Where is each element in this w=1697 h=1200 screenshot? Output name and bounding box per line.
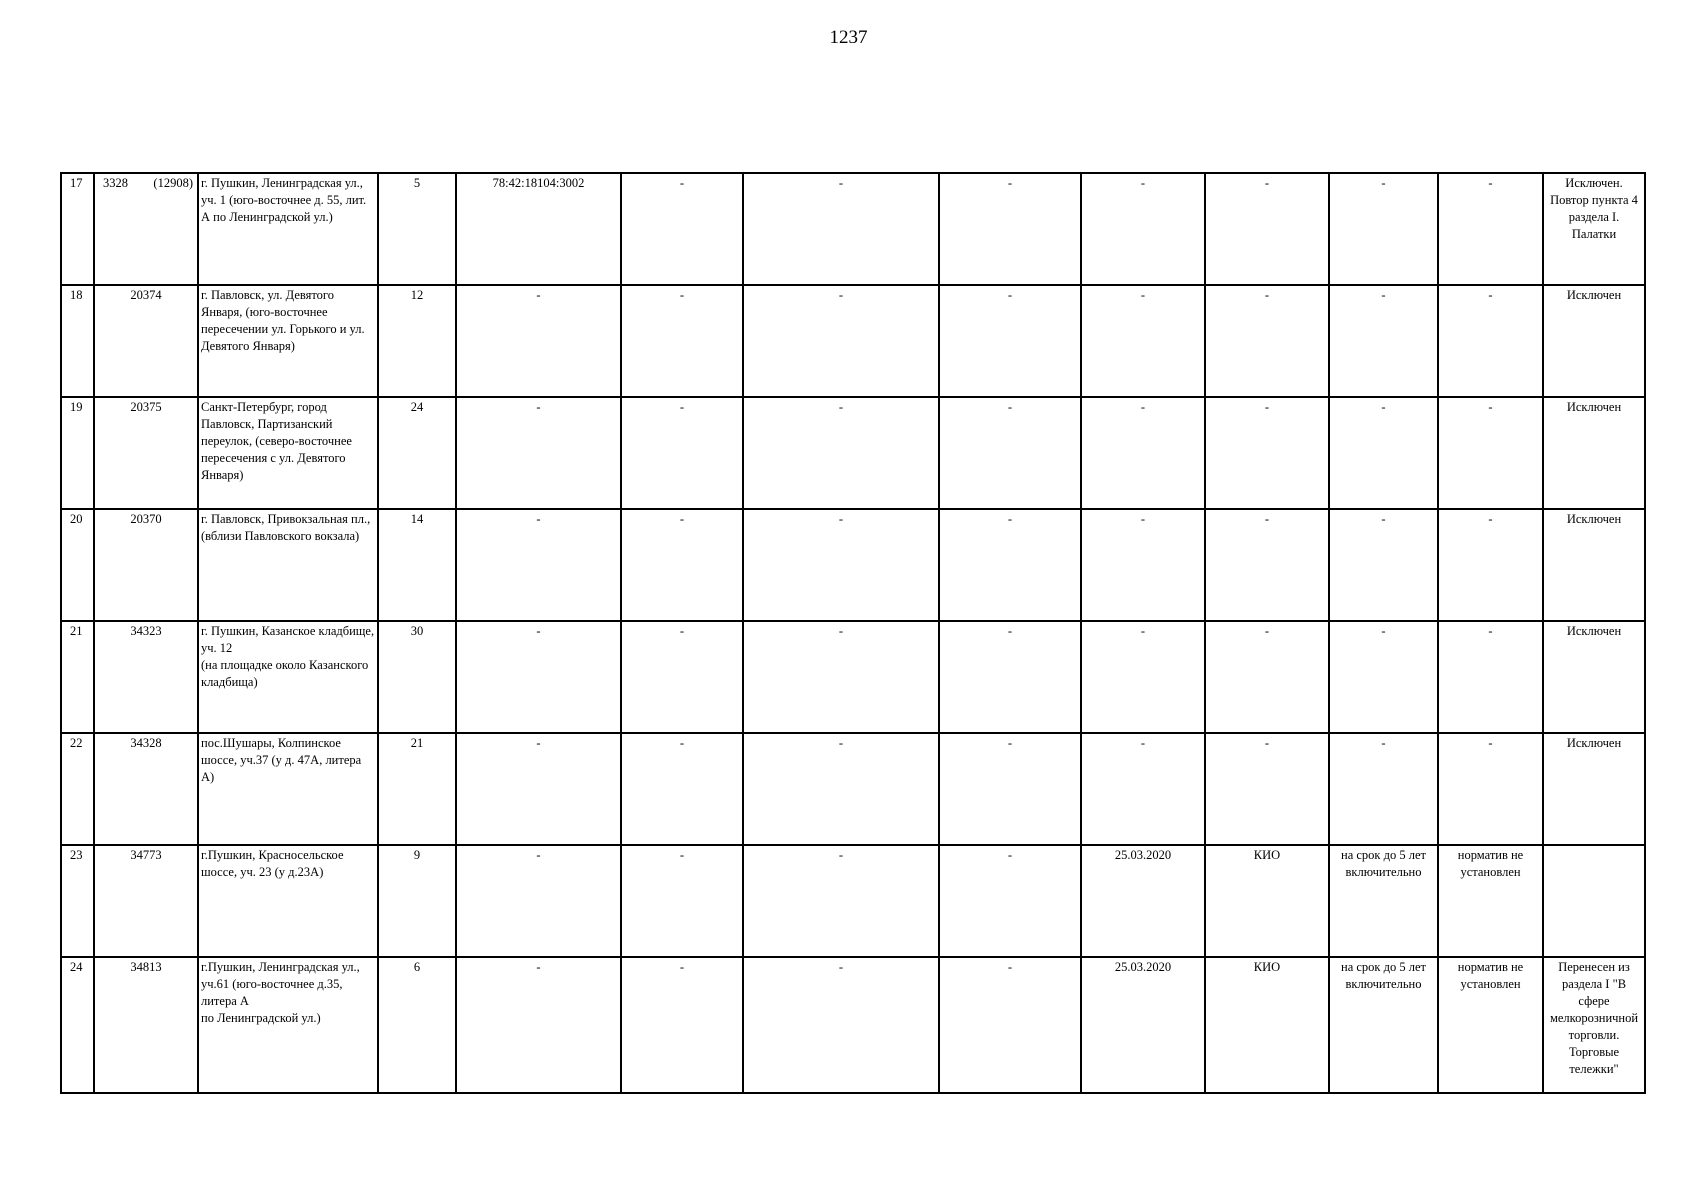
row-number: 20 xyxy=(61,509,94,621)
cadastral-cell: - xyxy=(456,397,621,509)
authority-cell: КИО xyxy=(1205,845,1329,957)
row-number: 19 xyxy=(61,397,94,509)
date-cell: - xyxy=(1081,509,1205,621)
places-cell: 14 xyxy=(378,509,456,621)
registry-number-secondary: (12908) xyxy=(153,176,193,190)
term-cell: - xyxy=(1329,397,1438,509)
row-number: 23 xyxy=(61,845,94,957)
address-cell: г. Павловск, ул. Девятого Января, (юго-восточнее пересечении ул. Горького и ул. Девятого Января) xyxy=(198,285,378,397)
note-cell: Исключен. Повтор пункта 4 раздела I. Палатки xyxy=(1543,173,1645,285)
date-cell: - xyxy=(1081,621,1205,733)
note-cell: Перенесен из раздела I "В сфере мелкорозничной торговли. Торговые тележки" xyxy=(1543,957,1645,1093)
authority-cell: - xyxy=(1205,173,1329,285)
authority-cell: - xyxy=(1205,397,1329,509)
column-7-cell: - xyxy=(743,845,939,957)
column-8-cell: - xyxy=(939,173,1081,285)
registry-number: 20374 xyxy=(94,285,198,397)
column-7-cell: - xyxy=(743,285,939,397)
address-cell: г. Пушкин, Казанское кладбище, уч. 12 (на площадке около Казанского кладбища) xyxy=(198,621,378,733)
authority-cell: КИО xyxy=(1205,957,1329,1093)
registry-number xyxy=(94,173,198,285)
registry-number: 34813 xyxy=(94,957,198,1093)
cadastral-cell: - xyxy=(456,285,621,397)
table-row xyxy=(61,397,1645,509)
norm-cell: норматив не установлен xyxy=(1438,957,1543,1093)
column-8-cell: - xyxy=(939,285,1081,397)
table-row xyxy=(61,509,1645,621)
cadastral-cell: - xyxy=(456,733,621,845)
norm-cell: норматив не установлен xyxy=(1438,845,1543,957)
date-cell: - xyxy=(1081,733,1205,845)
registry-table xyxy=(60,172,1646,1094)
note-cell: Исключен xyxy=(1543,397,1645,509)
cadastral-cell: - xyxy=(456,509,621,621)
table-row xyxy=(61,173,1645,285)
places-cell: 6 xyxy=(378,957,456,1093)
column-8-cell: - xyxy=(939,621,1081,733)
norm-cell: - xyxy=(1438,173,1543,285)
registry-number-primary: 3328 xyxy=(103,176,128,190)
column-8-cell: - xyxy=(939,397,1081,509)
column-7-cell: - xyxy=(743,957,939,1093)
row-number: 21 xyxy=(61,621,94,733)
cadastral-cell: - xyxy=(456,621,621,733)
term-cell: на срок до 5 лет включительно xyxy=(1329,845,1438,957)
note-cell: Исключен xyxy=(1543,285,1645,397)
address-cell: пос.Шушары, Колпинское шоссе, уч.37 (у д. 47А, литера А) xyxy=(198,733,378,845)
row-number: 17 xyxy=(61,173,94,285)
note-cell xyxy=(1543,845,1645,957)
norm-cell: - xyxy=(1438,397,1543,509)
term-cell: - xyxy=(1329,173,1438,285)
address-cell: Санкт-Петербург, город Павловск, Партизанский переулок, (северо-восточнее пересечения с ул. Девятого Января) xyxy=(198,397,378,509)
registry-number: 34773 xyxy=(94,845,198,957)
cadastral-cell: 78:42:18104:3002 xyxy=(456,173,621,285)
registry-number: 20370 xyxy=(94,509,198,621)
address-cell: г. Пушкин, Ленинградская ул., уч. 1 (юго-восточнее д. 55, лит. А по Ленинградской ул.) xyxy=(198,173,378,285)
row-number: 24 xyxy=(61,957,94,1093)
authority-cell: - xyxy=(1205,733,1329,845)
note-cell: Исключен xyxy=(1543,509,1645,621)
term-cell: - xyxy=(1329,733,1438,845)
places-cell: 12 xyxy=(378,285,456,397)
table-row xyxy=(61,957,1645,1093)
note-cell: Исключен xyxy=(1543,621,1645,733)
authority-cell: - xyxy=(1205,621,1329,733)
norm-cell: - xyxy=(1438,285,1543,397)
column-8-cell: - xyxy=(939,509,1081,621)
address-cell: г.Пушкин, Ленинградская ул., уч.61 (юго-восточнее д.35, литера А по Ленинградской ул.) xyxy=(198,957,378,1093)
date-cell: - xyxy=(1081,285,1205,397)
date-cell: - xyxy=(1081,397,1205,509)
column-6-cell: - xyxy=(621,957,743,1093)
cadastral-cell: - xyxy=(456,845,621,957)
term-cell: - xyxy=(1329,509,1438,621)
address-cell: г.Пушкин, Красносельское шоссе, уч. 23 (у д.23А) xyxy=(198,845,378,957)
term-cell: - xyxy=(1329,285,1438,397)
row-number: 18 xyxy=(61,285,94,397)
column-6-cell: - xyxy=(621,285,743,397)
table-row xyxy=(61,845,1645,957)
date-cell: 25.03.2020 xyxy=(1081,845,1205,957)
places-cell: 30 xyxy=(378,621,456,733)
row-number: 22 xyxy=(61,733,94,845)
authority-cell: - xyxy=(1205,509,1329,621)
registry-number: 20375 xyxy=(94,397,198,509)
column-8-cell: - xyxy=(939,845,1081,957)
places-cell: 9 xyxy=(378,845,456,957)
registry-number: 34323 xyxy=(94,621,198,733)
column-6-cell: - xyxy=(621,397,743,509)
term-cell: - xyxy=(1329,621,1438,733)
column-7-cell: - xyxy=(743,173,939,285)
page-number: 1237 xyxy=(829,27,868,48)
date-cell: - xyxy=(1081,173,1205,285)
authority-cell: - xyxy=(1205,285,1329,397)
column-7-cell: - xyxy=(743,509,939,621)
column-6-cell: - xyxy=(621,845,743,957)
term-cell: на срок до 5 лет включительно xyxy=(1329,957,1438,1093)
note-cell: Исключен xyxy=(1543,733,1645,845)
column-7-cell: - xyxy=(743,397,939,509)
norm-cell: - xyxy=(1438,733,1543,845)
column-6-cell: - xyxy=(621,509,743,621)
date-cell: 25.03.2020 xyxy=(1081,957,1205,1093)
table-row xyxy=(61,621,1645,733)
places-cell: 5 xyxy=(378,173,456,285)
column-6-cell: - xyxy=(621,621,743,733)
column-8-cell: - xyxy=(939,957,1081,1093)
places-cell: 24 xyxy=(378,397,456,509)
column-6-cell: - xyxy=(621,733,743,845)
cadastral-cell: - xyxy=(456,957,621,1093)
norm-cell: - xyxy=(1438,621,1543,733)
address-cell: г. Павловск, Привокзальная пл., (вблизи Павловского вокзала) xyxy=(198,509,378,621)
column-7-cell: - xyxy=(743,621,939,733)
registry-number: 34328 xyxy=(94,733,198,845)
places-cell: 21 xyxy=(378,733,456,845)
column-6-cell: - xyxy=(621,173,743,285)
table-row xyxy=(61,733,1645,845)
column-7-cell: - xyxy=(743,733,939,845)
column-8-cell: - xyxy=(939,733,1081,845)
norm-cell: - xyxy=(1438,509,1543,621)
table-row xyxy=(61,285,1645,397)
